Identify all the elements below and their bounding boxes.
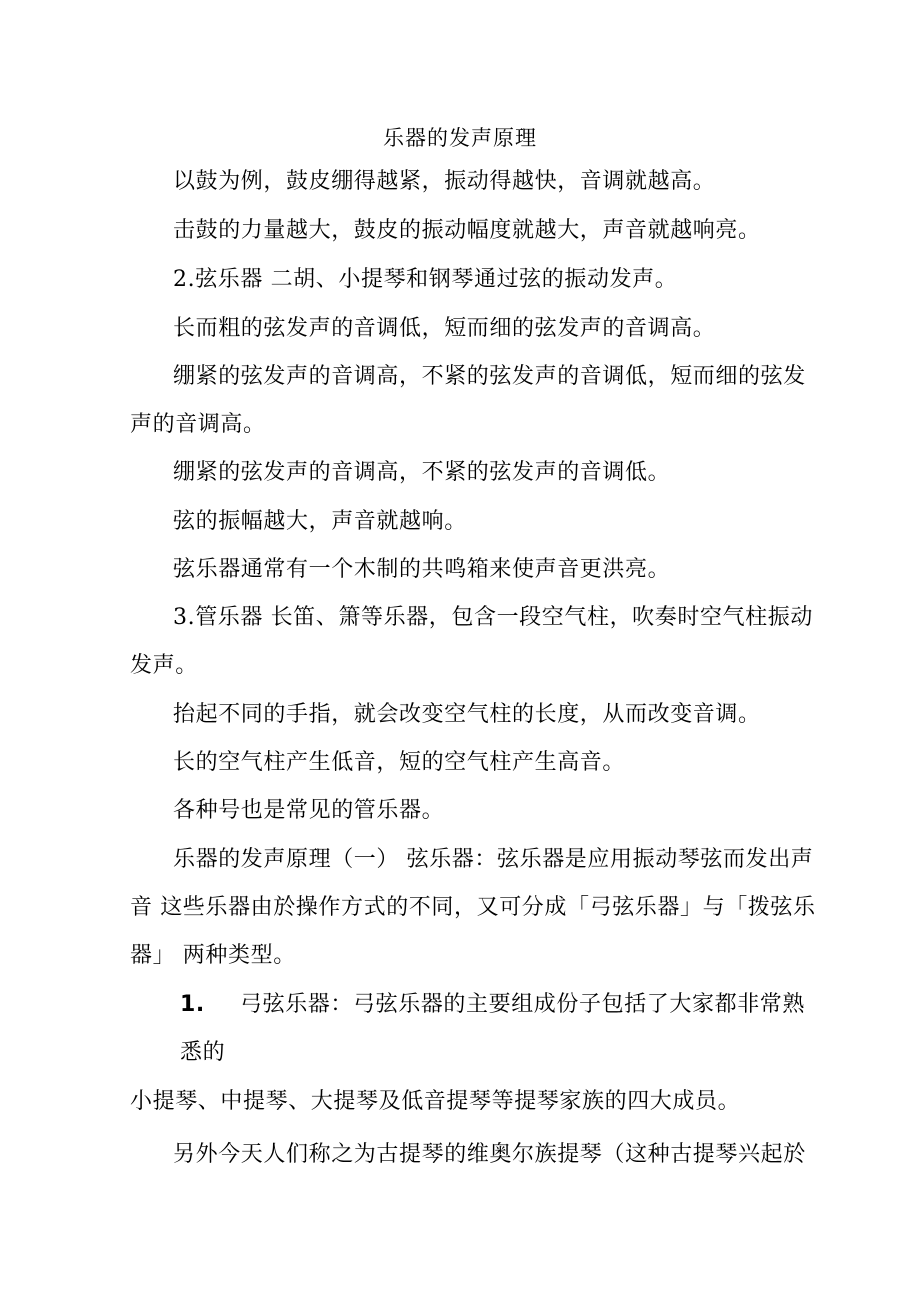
paragraph-line: 声的音调高。 <box>130 412 266 437</box>
paragraph-line: 绷紧的弦发声的音调高，不紧的弦发声的音调低。 <box>173 460 671 485</box>
list-item-line: 悉的 <box>180 1040 226 1065</box>
paragraph-line: 抬起不同的手指，就会改变空气柱的长度，从而改变音调。 <box>173 702 761 727</box>
paragraph-line: 弦的振幅越大，声音就越响。 <box>173 509 467 534</box>
section-heading-line: 2.弦乐器 二胡、小提琴和钢琴通过弦的振动发声。 <box>173 267 678 292</box>
paragraph-line: 器」 两种类型。 <box>130 943 296 968</box>
paragraph-line: 另外今天人们称之为古提琴的维奥尔族提琴（这种古提琴兴起於 <box>173 1142 806 1167</box>
paragraph-line: 以鼓为例，鼓皮绷得越紧，振动得越快，音调就越高。 <box>173 169 716 194</box>
paragraph-line: 乐器的发声原理（一） 弦乐器：弦乐器是应用振动琴弦而发出声 <box>173 847 814 872</box>
section-heading-line: 3.管乐器 长笛、箫等乐器，包含一段空气柱，吹奏时空气柱振动 <box>173 605 813 630</box>
page-title: 乐器的发声原理 <box>383 126 537 150</box>
paragraph-line: 小提琴、中提琴、大提琴及低音提琴等提琴家族的四大成员。 <box>130 1089 741 1114</box>
paragraph-line: 弦乐器通常有一个木制的共鸣箱来使声音更洪亮。 <box>173 557 671 582</box>
paragraph-line: 发声。 <box>130 653 198 678</box>
list-number: 1. <box>180 992 205 1017</box>
list-item-line: 弓弦乐器：弓弦乐器的主要组成份子包括了大家都非常熟 <box>240 992 806 1017</box>
paragraph-line: 击鼓的力量越大，鼓皮的振动幅度就越大，声音就越响亮。 <box>173 218 761 243</box>
paragraph-line: 各种号也是常见的管乐器。 <box>173 798 445 823</box>
paragraph-line: 长而粗的弦发声的音调低，短而细的弦发声的音调高。 <box>173 316 716 341</box>
paragraph-line: 音 这些乐器由於操作方式的不同，又可分成「弓弦乐器」与「拨弦乐 <box>130 895 816 920</box>
paragraph-line: 长的空气柱产生低音，短的空气柱产生高音。 <box>173 750 626 775</box>
paragraph-line: 绷紧的弦发声的音调高，不紧的弦发声的音调低，短而细的弦发 <box>173 364 806 389</box>
